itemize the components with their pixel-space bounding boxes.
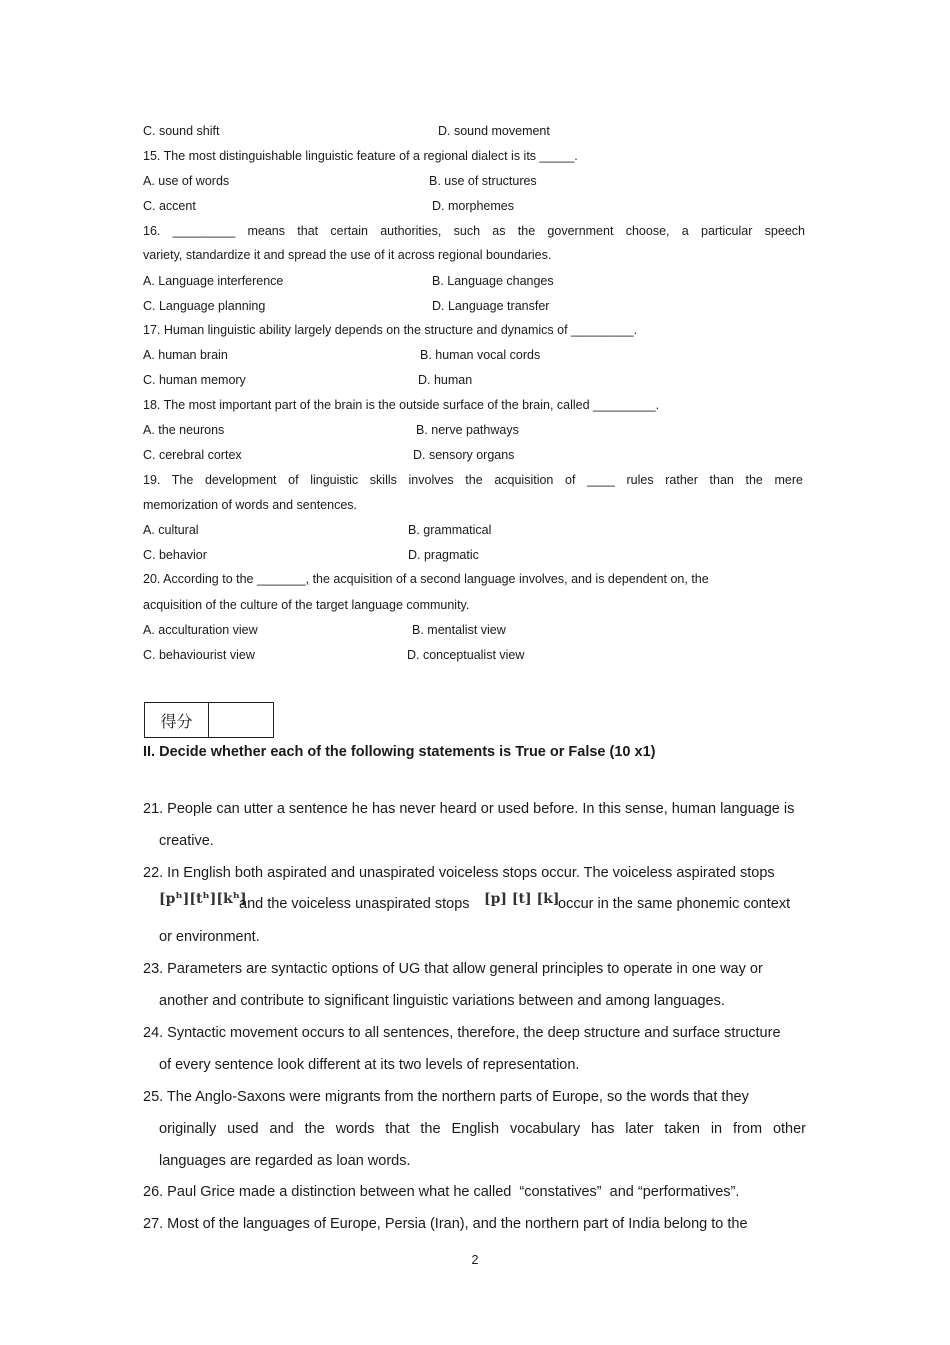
section2-heading: II. Decide whether each of the following statements is True or False (10 x1) bbox=[143, 744, 656, 760]
q23-line2: another and contribute to significant linguistic variations between and among languages. bbox=[159, 993, 725, 1009]
q21-line1: 21. People can utter a sentence he has never heard or used before. In this sense, human language is bbox=[143, 801, 795, 817]
q19-option-d: D. pragmatic bbox=[408, 548, 479, 562]
q16-stem-line1: 16. _________ means that certain authorities, such as the government choose, a particular speech bbox=[143, 224, 805, 238]
q22-line2-mid: and the voiceless unaspirated stops bbox=[239, 896, 470, 912]
q20-option-b: B. mentalist view bbox=[412, 623, 506, 637]
q22-line2-end: occur in the same phonemic context bbox=[558, 896, 791, 912]
q20-stem-line1: 20. According to the _______, the acquisition of a second language involves, and is dependent on, the bbox=[143, 572, 709, 586]
q23-line1: 23. Parameters are syntactic options of UG that allow general principles to operate in one way or bbox=[143, 961, 763, 977]
q25-line3: languages are regarded as loan words. bbox=[159, 1153, 411, 1169]
q25-line2: originally used and the words that the English vocabulary has later taken in from other bbox=[159, 1121, 806, 1137]
q15-option-d: D. morphemes bbox=[432, 199, 514, 213]
q22-ipa-unaspirated: [p] [t] [k] bbox=[484, 891, 560, 907]
score-label: 得分 bbox=[145, 703, 209, 737]
q17-stem: 17. Human linguistic ability largely depends on the structure and dynamics of _________. bbox=[143, 323, 638, 337]
q18-option-a: A. the neurons bbox=[143, 423, 225, 437]
page-number: 2 bbox=[471, 1253, 479, 1267]
q19-option-a: A. cultural bbox=[143, 523, 199, 537]
score-box bbox=[144, 702, 274, 738]
q19-option-c: C. behavior bbox=[143, 548, 207, 562]
q15-stem: 15. The most distinguishable linguistic feature of a regional dialect is its _____. bbox=[143, 149, 578, 163]
q18-option-b: B. nerve pathways bbox=[416, 423, 519, 437]
q14-option-d: D. sound movement bbox=[438, 124, 550, 138]
q24-line2: of every sentence look different at its two levels of representation. bbox=[159, 1057, 580, 1073]
q18-option-c: C. cerebral cortex bbox=[143, 448, 242, 462]
q16-option-c: C. Language planning bbox=[143, 299, 266, 313]
q17-option-d: D. human bbox=[418, 373, 473, 387]
q20-option-d: D. conceptualist view bbox=[407, 648, 525, 662]
q20-option-a: A. acculturation view bbox=[143, 623, 258, 637]
q26-line1: 26. Paul Grice made a distinction between what he called “constatives” and “performatives”. bbox=[143, 1184, 740, 1200]
q25-line1: 25. The Anglo-Saxons were migrants from the northern parts of Europe, so the words that they bbox=[143, 1089, 749, 1105]
q20-option-c: C. behaviourist view bbox=[143, 648, 255, 662]
q17-option-b: B. human vocal cords bbox=[420, 348, 541, 362]
q15-option-b: B. use of structures bbox=[429, 174, 537, 188]
q14-option-c: C. sound shift bbox=[143, 124, 220, 138]
q22-line1: 22. In English both aspirated and unaspirated voiceless stops occur. The voiceless aspirated stops bbox=[143, 865, 775, 881]
q18-option-d: D. sensory organs bbox=[413, 448, 515, 462]
q17-option-c: C. human memory bbox=[143, 373, 246, 387]
q15-option-c: C. accent bbox=[143, 199, 196, 213]
q16-option-d: D. Language transfer bbox=[432, 299, 550, 313]
score-blank-cell bbox=[209, 703, 273, 737]
q21-line2: creative. bbox=[159, 833, 214, 849]
q18-stem: 18. The most important part of the brain is the outside surface of the brain, called _________. bbox=[143, 398, 660, 412]
q27-line1: 27. Most of the languages of Europe, Persia (Iran), and the northern part of India belong to the bbox=[143, 1216, 748, 1232]
q16-stem-line2: variety, standardize it and spread the use of it across regional boundaries. bbox=[143, 248, 552, 262]
q16-option-b: B. Language changes bbox=[432, 274, 554, 288]
q19-stem-line2: memorization of words and sentences. bbox=[143, 498, 357, 512]
q17-option-a: A. human brain bbox=[143, 348, 228, 362]
q24-line1: 24. Syntactic movement occurs to all sentences, therefore, the deep structure and surface structure bbox=[143, 1025, 781, 1041]
q20-stem-line2: acquisition of the culture of the target language community. bbox=[143, 598, 470, 612]
q15-option-a: A. use of words bbox=[143, 174, 230, 188]
q22-line3: or environment. bbox=[159, 929, 260, 945]
q22-ipa-aspirated: [pʰ][tʰ][kʰ] bbox=[159, 891, 247, 907]
q16-option-a: A. Language interference bbox=[143, 274, 284, 288]
q19-stem-line1: 19. The development of linguistic skills involves the acquisition of ____ rules rather than the mere bbox=[143, 473, 803, 487]
q19-option-b: B. grammatical bbox=[408, 523, 492, 537]
